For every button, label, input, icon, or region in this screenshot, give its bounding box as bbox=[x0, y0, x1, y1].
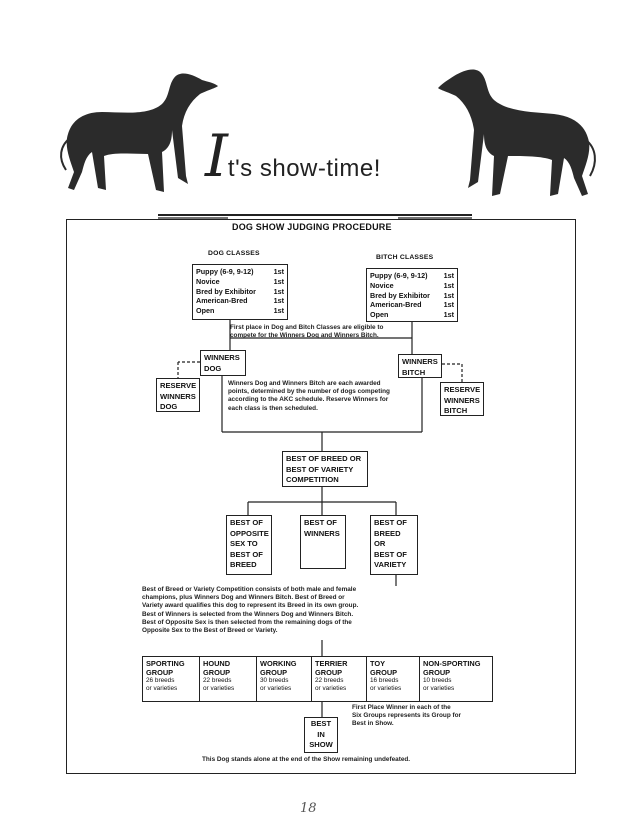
dog-classes-name: American-Bred bbox=[196, 296, 248, 306]
group-breed-count: or varieties bbox=[370, 684, 402, 692]
group-box bbox=[419, 656, 493, 702]
best-of-breed-competition-box: BEST OF BREED OR BEST OF VARIETY COMPETITION bbox=[282, 451, 368, 487]
group-breed-count: or varieties bbox=[423, 684, 455, 692]
group-breed-count: 22 breeds bbox=[203, 677, 232, 684]
group-box bbox=[142, 656, 200, 702]
diagram-title: DOG SHOW JUDGING PROCEDURE bbox=[232, 222, 392, 232]
dog-classes-box bbox=[192, 264, 288, 320]
group-breed-count: or varieties bbox=[260, 684, 292, 692]
bitch-classes-row bbox=[370, 310, 454, 320]
group-breed-count: or varieties bbox=[203, 684, 235, 692]
group-breed-count: 26 breeds bbox=[146, 677, 175, 684]
bitch-classes-place: 1st bbox=[443, 310, 454, 320]
group-name: GROUP bbox=[203, 668, 231, 677]
bitch-classes-place: 1st bbox=[443, 300, 454, 310]
dog-classes-row bbox=[196, 306, 284, 316]
group-name: GROUP bbox=[370, 668, 398, 677]
bitch-classes-row bbox=[370, 291, 454, 301]
bitch-classes-name: Puppy (6-9, 9-12) bbox=[370, 271, 428, 280]
dog-classes-row bbox=[196, 277, 284, 287]
dog-classes-place: 1st bbox=[273, 276, 284, 286]
group-name: GROUP bbox=[315, 668, 343, 677]
winners-bitch-box: WINNERS BITCH bbox=[398, 354, 442, 378]
dog-classes-place: 1st bbox=[273, 306, 284, 316]
group-name: GROUP bbox=[423, 668, 451, 677]
dog-classes-name: Bred by Exhibitor bbox=[196, 286, 256, 296]
bitch-classes-name: Open bbox=[370, 310, 389, 320]
group-box bbox=[366, 656, 420, 702]
group-name: TERRIER bbox=[315, 659, 348, 668]
bitch-classes-place: 1st bbox=[443, 280, 454, 290]
bitch-classes-box bbox=[366, 268, 458, 322]
page-number: 18 bbox=[300, 801, 317, 816]
bitch-classes-row bbox=[370, 281, 454, 291]
group-breed-count: 30 breeds bbox=[260, 677, 289, 684]
note-points: Winners Dog and Winners Bitch are each awarded points, determined by the number of dogs competing according to the AKC schedule. Reserve Winners for each class is then scheduled. bbox=[228, 380, 390, 412]
reserve-winners-dog-box: RESERVE WINNERS DOG bbox=[156, 378, 200, 412]
bitch-classes-row bbox=[370, 300, 454, 310]
dog-classes-place: 1st bbox=[273, 296, 284, 306]
dog-classes-name: Puppy (6-9, 9-12) bbox=[196, 267, 254, 276]
dog-classes-row bbox=[196, 296, 284, 306]
group-box bbox=[311, 656, 367, 702]
dog-classes-row bbox=[196, 287, 284, 297]
bitch-classes-place: 1st bbox=[443, 271, 454, 280]
group-name: TOY bbox=[370, 659, 386, 668]
note-final: This Dog stands alone at the end of the Show remaining undefeated. bbox=[202, 756, 411, 763]
group-box bbox=[199, 656, 257, 702]
best-of-breed-box: BEST OF BREED OR BEST OF VARIETY bbox=[370, 515, 418, 575]
group-breed-count: 16 breeds bbox=[370, 677, 399, 684]
headline-initial: I bbox=[205, 122, 228, 190]
dog-classes-row bbox=[196, 267, 284, 277]
winners-dog-box: WINNERS DOG bbox=[200, 350, 246, 376]
bitch-classes-row bbox=[370, 271, 454, 281]
bitch-classes-name: Bred by Exhibitor bbox=[370, 290, 430, 300]
dog-classes-place: 1st bbox=[273, 267, 284, 276]
best-of-opposite-sex-box: BEST OF OPPOSITE SEX TO BEST OF BREED bbox=[226, 515, 272, 575]
group-box bbox=[256, 656, 312, 702]
best-of-winners-box: BEST OF WINNERS bbox=[300, 515, 346, 569]
note-breed-competition: Best of Breed or Variety Competition consists of both male and female champions, plus Winners Dog and Winners Bitch. Best of Breed or Variety award qualifies this dog to represent its Breed in its own group. Best of Winners is selected from the Winners Dog and Winners Bitch. Best of Opposite Sex is then selected from the remaining dogs of the Opposite Sex to the Best of Breed or Variety. bbox=[142, 586, 359, 635]
group-name: HOUND bbox=[203, 659, 231, 668]
dog-classes-name: Novice bbox=[196, 276, 220, 286]
group-name: GROUP bbox=[146, 668, 174, 677]
bitch-classes-name: Novice bbox=[370, 280, 394, 290]
group-breed-count: 22 breeds bbox=[315, 677, 344, 684]
dog-classes-name: Open bbox=[196, 306, 215, 316]
reserve-winners-bitch-box: RESERVE WINNERS BITCH bbox=[440, 382, 484, 416]
bitch-classes-header: BITCH CLASSES bbox=[376, 254, 434, 261]
group-name: GROUP bbox=[260, 668, 288, 677]
note-group-winner: First Place Winner in each of the Six Groups represents its Group for Best in Show. bbox=[352, 704, 462, 728]
best-in-show-box: BEST IN SHOW bbox=[304, 717, 338, 753]
dog-classes-header: DOG CLASSES bbox=[208, 250, 260, 257]
bitch-classes-name: American-Bred bbox=[370, 300, 422, 310]
group-breed-count: or varieties bbox=[315, 684, 347, 692]
group-name: SPORTING bbox=[146, 659, 185, 668]
group-name: NON-SPORTING bbox=[423, 659, 481, 668]
group-name: WORKING bbox=[260, 659, 297, 668]
group-breed-count: 10 breeds bbox=[423, 677, 452, 684]
headline-rest: t's show-time! bbox=[227, 155, 381, 182]
dog-classes-place: 1st bbox=[273, 286, 284, 296]
group-breed-count: or varieties bbox=[146, 684, 178, 692]
bitch-classes-place: 1st bbox=[443, 290, 454, 300]
note-first-place: First place in Dog and Bitch Classes are eligible to compete for the Winners Dog and Winners Bitch. bbox=[230, 324, 384, 340]
